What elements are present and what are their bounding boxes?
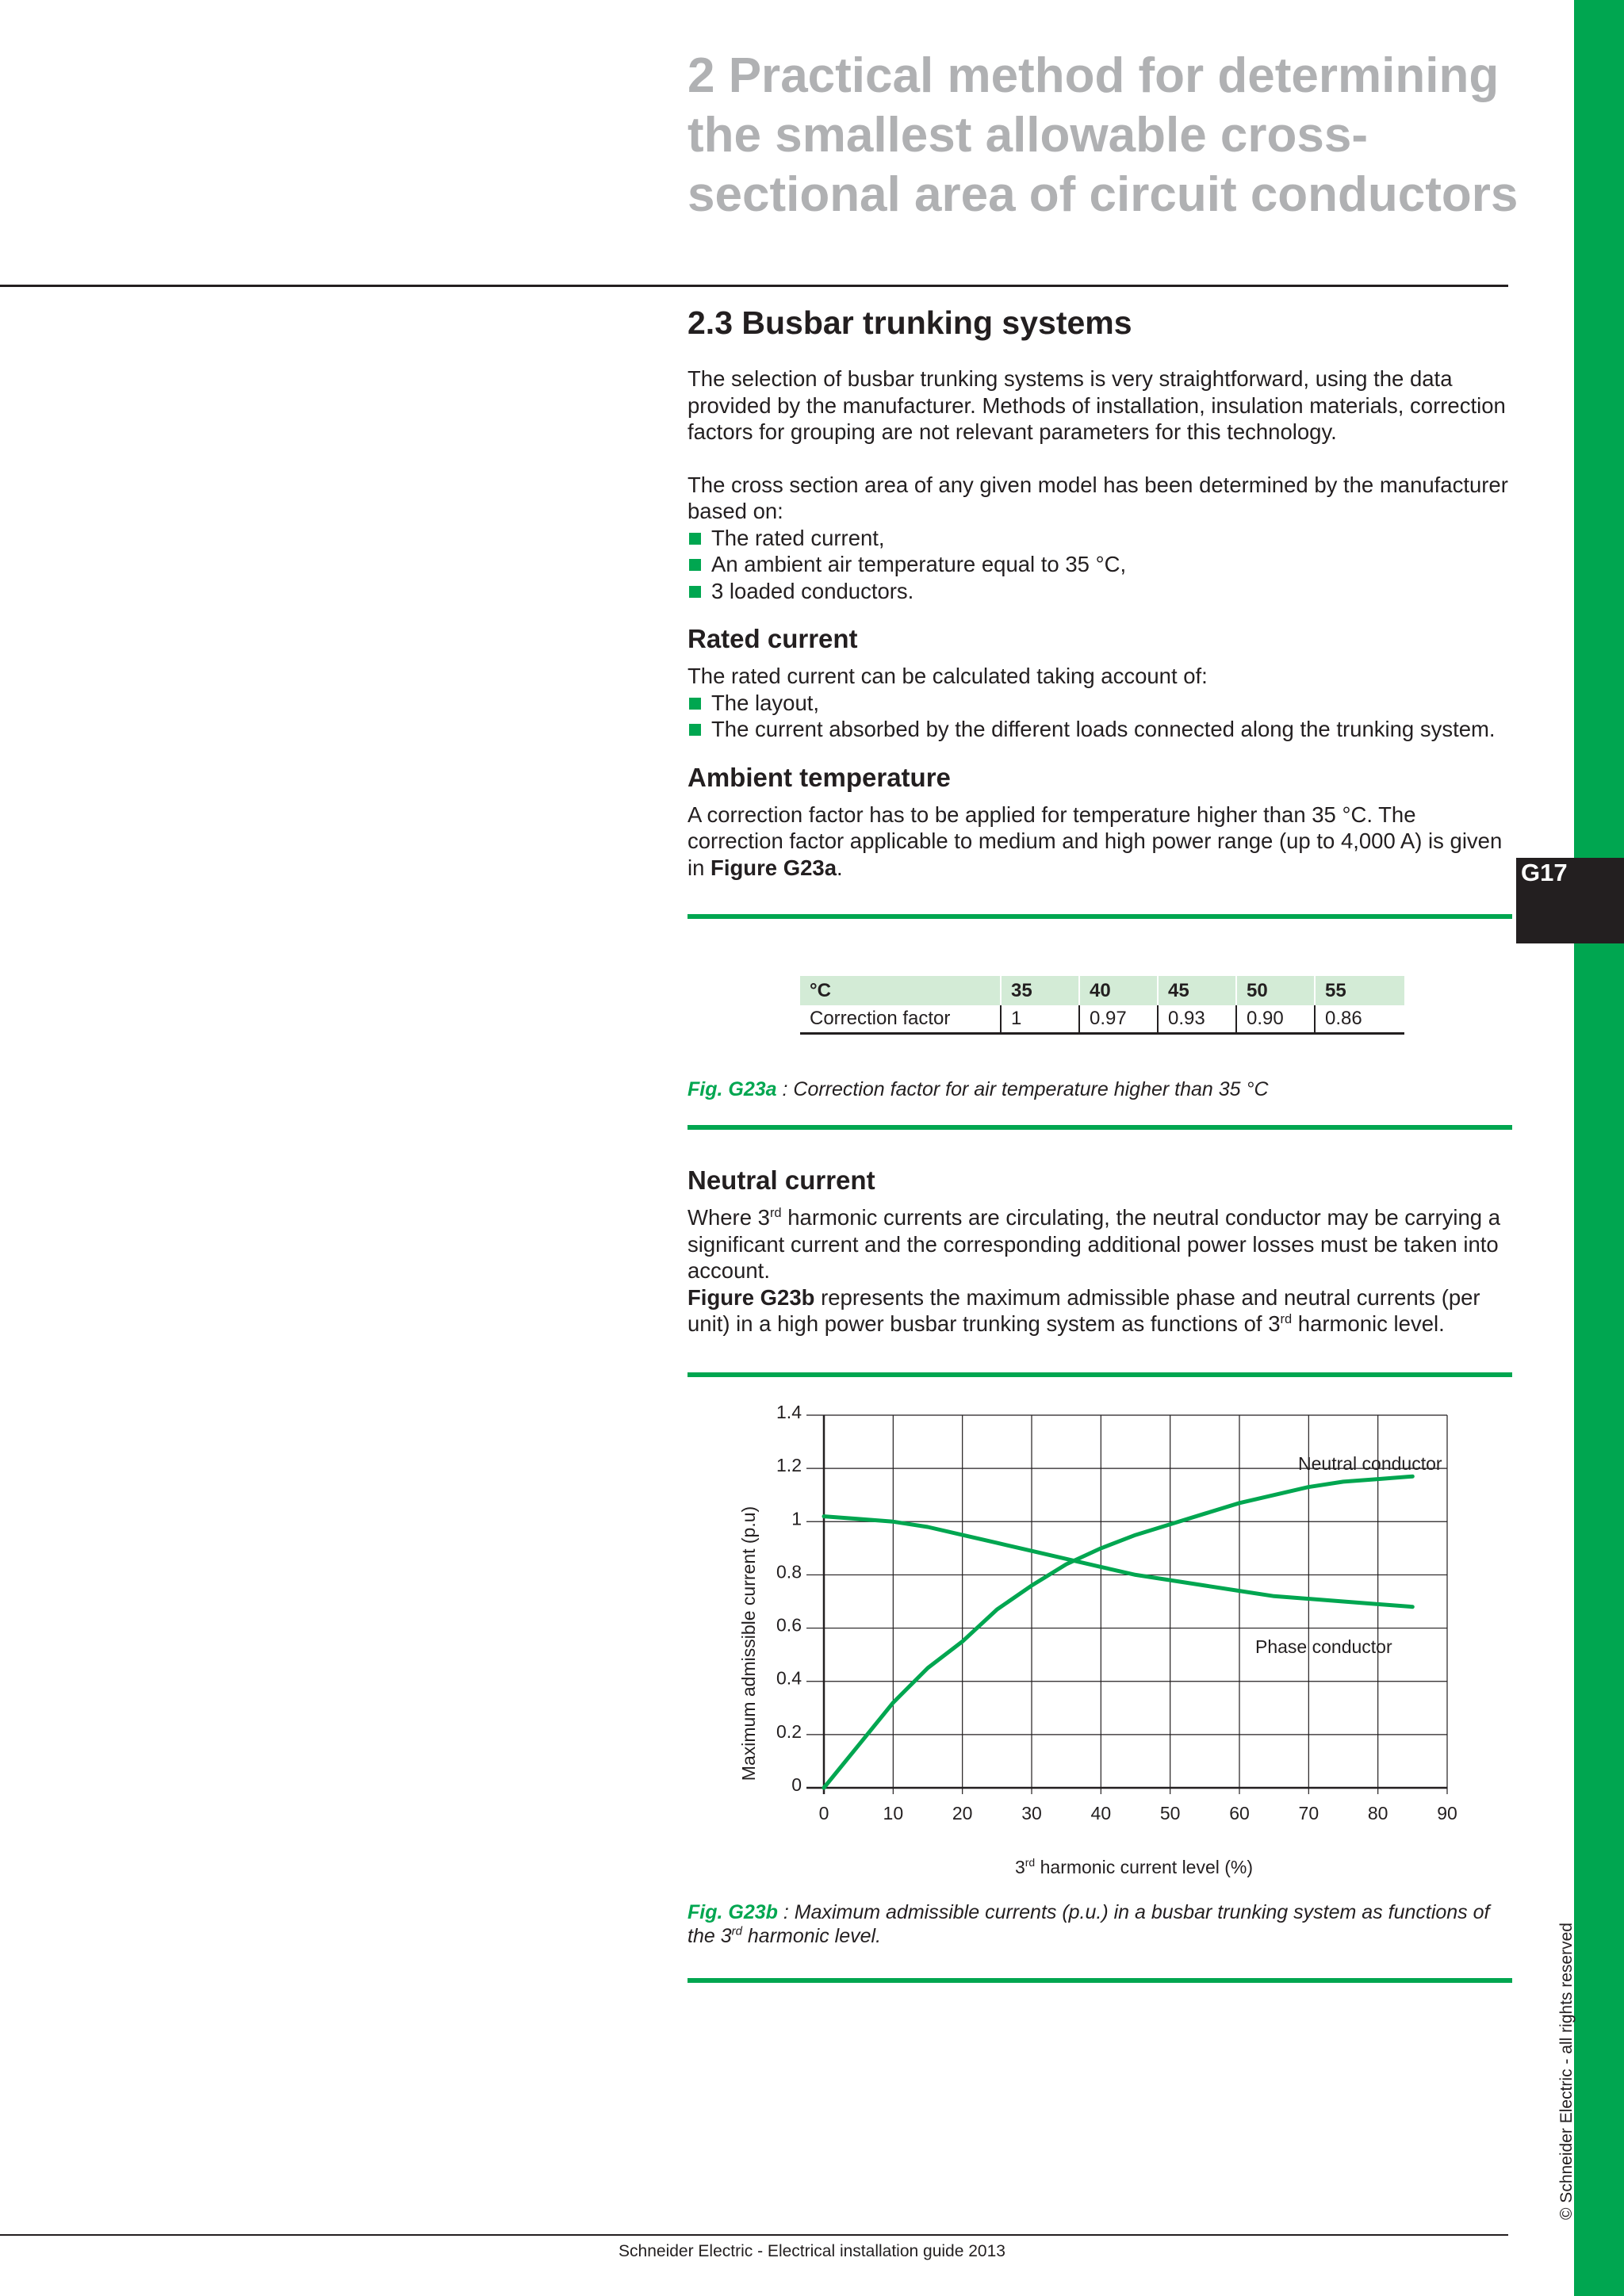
table-header-cell: °C (800, 976, 1001, 1005)
x-tick-label: 30 (1021, 1802, 1042, 1823)
table-header-cell: 45 (1158, 976, 1236, 1005)
table-cell: 0.86 (1315, 1005, 1404, 1034)
rated-current-text: The rated current can be calculated taking account of: (688, 664, 1208, 688)
square-bullet-icon (689, 724, 701, 736)
x-tick-label: 40 (1090, 1802, 1112, 1823)
square-bullet-icon (689, 698, 701, 710)
table-header-cell: 50 (1236, 976, 1315, 1005)
header-divider (0, 285, 1508, 287)
list-item: The layout, (688, 690, 1512, 717)
y-tick-label: 0.2 (776, 1720, 802, 1742)
neutral-current-paragraph-1: Where 3rd harmonic currents are circulating, the neutral conductor may be carrying a significant current and the corresponding additional power losses must be taken into account. (688, 1205, 1501, 1283)
table-header-cell: 40 (1079, 976, 1158, 1005)
y-tick-labels (776, 1402, 802, 1795)
y-tick-label: 0 (791, 1774, 802, 1795)
x-tick-label: 20 (952, 1802, 973, 1823)
intro-paragraph-2: The cross section area of any given model has been determined by the manufacturer based on: (688, 472, 1508, 523)
footer-divider (0, 2234, 1508, 2236)
table-header-cell: 55 (1315, 976, 1404, 1005)
x-tick-label: 50 (1159, 1802, 1181, 1823)
x-tick-labels (819, 1803, 1457, 1823)
figure-caption-g23a: Fig. G23a : Correction factor for air temperature higher than 35 °C (688, 1078, 1269, 1100)
x-tick-label: 70 (1298, 1802, 1320, 1823)
table-cell: 0.90 (1236, 1005, 1315, 1034)
y-tick-label: 0.6 (776, 1614, 802, 1636)
chart-series (824, 1476, 1412, 1788)
phase-conductor-line (824, 1516, 1412, 1606)
page-number-tab: G17 (1516, 858, 1624, 943)
chapter-title: 2 Practical method for determining the smallest allowable cross-sectional area of circuit conductors (688, 48, 1519, 222)
list-item: An ambient air temperature equal to 35 °C, (688, 551, 1512, 578)
y-axis-label: Maximum admissible current (p.u) (738, 1506, 759, 1781)
list-item: The rated current, (688, 525, 1512, 552)
x-tick-label: 0 (818, 1802, 829, 1823)
ambient-temperature-heading: Ambient temperature (688, 762, 951, 792)
x-tick-label: 80 (1367, 1802, 1388, 1823)
harmonic-current-chart (688, 1393, 1512, 1885)
intro-paragraph-1: The selection of busbar trunking systems is very straightforward, using the data provided by the manufacturer. Methods of installation, insulation materials, correction factors for grouping are not relevant parameters for this technology. (688, 366, 1506, 444)
table-cell: 0.93 (1158, 1005, 1236, 1034)
copyright-notice: © Schneider Electric - all rights reserved (1557, 1923, 1576, 2220)
y-tick-label: 0.8 (776, 1560, 802, 1582)
x-axis-label: 3rd harmonic current level (%) (1014, 1855, 1254, 1877)
table-cell: 1 (1001, 1005, 1079, 1034)
y-tick-label: 1.4 (776, 1401, 802, 1422)
y-tick-label: 1 (791, 1507, 802, 1529)
rated-current-heading: Rated current (688, 624, 858, 653)
neutral-current-paragraph-2: Figure G23b represents the maximum admissible phase and neutral currents (per unit) in a high power busbar trunking system as functions of 3rd harmonic level. (688, 1284, 1480, 1336)
figure-caption-g23b: Fig. G23b : Maximum admissible currents (p.u.) in a busbar trunking system as functions of the 3rd harmonic level. (688, 1900, 1490, 1947)
intro-bullet-list (688, 525, 1512, 605)
ambient-temperature-text: A correction factor has to be applied for temperature higher than 35 °C. The correction factor applicable to medium and high power range (up to 4,000 A) is given in Figure G23a. (688, 802, 1503, 880)
table-row (800, 1005, 1404, 1034)
y-tick-label: 0.4 (776, 1667, 802, 1689)
series-label-neutral: Neutral conductor (1298, 1452, 1442, 1474)
table-header-row (800, 976, 1404, 1005)
y-tick-label: 1.2 (776, 1454, 802, 1475)
table-header-cell: 35 (1001, 976, 1079, 1005)
square-bullet-icon (689, 586, 701, 598)
series-label-phase: Phase conductor (1255, 1636, 1392, 1657)
neutral-current-heading: Neutral current (688, 1165, 875, 1195)
rated-current-list (688, 690, 1512, 743)
figure-reference: Figure G23b (688, 1284, 815, 1310)
main-content (688, 301, 1512, 1983)
figure-reference: Figure G23a (710, 855, 837, 880)
figure-g23a (688, 914, 1512, 1130)
table-cell: 0.97 (1079, 1005, 1158, 1034)
x-tick-label: 60 (1229, 1802, 1250, 1823)
x-tick-label: 10 (883, 1802, 904, 1823)
list-item: The current absorbed by the different loads connected along the trunking system. (688, 716, 1512, 743)
square-bullet-icon (689, 533, 701, 545)
page-footer: Schneider Electric - Electrical installation guide 2013 (619, 2242, 1005, 2260)
figure-g23b (688, 1372, 1512, 1983)
square-bullet-icon (689, 559, 701, 571)
list-item: 3 loaded conductors. (688, 578, 1512, 605)
section-title: 2.3 Busbar trunking systems (688, 304, 1132, 341)
table-cell: Correction factor (800, 1005, 1001, 1034)
x-tick-label: 90 (1437, 1802, 1457, 1823)
side-accent-bar (1574, 0, 1624, 2296)
correction-factor-table (800, 976, 1404, 1035)
